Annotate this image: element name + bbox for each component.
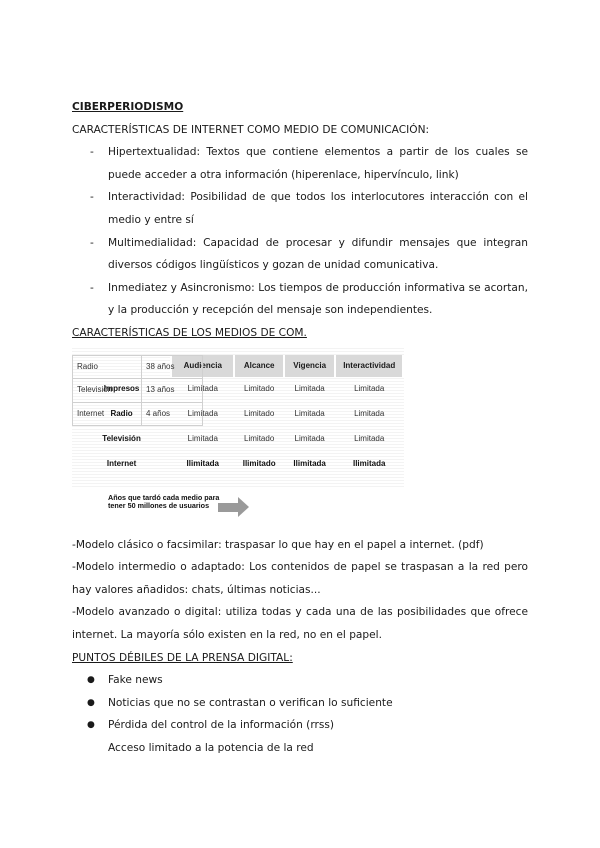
table-cell: Televisión xyxy=(73,379,142,403)
arrow-right-icon xyxy=(218,503,240,512)
table-cell: Limitada xyxy=(294,384,325,394)
row-header: Internet xyxy=(106,459,137,469)
years-label: Años que tardó cada medio para tener 50 millones de usuarios xyxy=(108,492,220,510)
arrow-head-icon xyxy=(238,497,249,517)
table-cell: Radio xyxy=(73,355,142,379)
document-page xyxy=(72,96,528,759)
table-row xyxy=(73,379,203,403)
table-row xyxy=(72,452,403,477)
column-header: Vigencia xyxy=(284,355,335,378)
column-header: Interactividad xyxy=(335,355,403,378)
weak-points-list xyxy=(72,669,528,759)
table-row xyxy=(72,427,403,452)
list-item: ● Pérdida del control de la información (rrss) xyxy=(72,714,528,737)
table-cell: 13 años xyxy=(142,379,203,403)
table-row xyxy=(73,355,203,379)
table-cell: Limitada xyxy=(187,434,218,444)
table-cell: Internet xyxy=(73,402,142,426)
model-paragraph: -Modelo clásico o facsimilar: traspasar lo que hay en el papel a internet. (pdf) xyxy=(72,538,484,551)
section-heading-media: CARACTERÍSTICAS DE LOS MEDIOS DE COM. xyxy=(72,326,307,339)
column-header: Audiencia xyxy=(171,355,234,378)
list-item: - Inmediatez y Asincronismo: Los tiempos de producción informativa se acortan, y la producción y recepción del mensaje son independientes. xyxy=(72,277,528,322)
table-cell: Limitada xyxy=(294,409,325,419)
table-row xyxy=(73,402,203,426)
years-table xyxy=(72,355,203,427)
table-cell: Limitada xyxy=(354,434,385,444)
table-cell: 4 años xyxy=(142,402,203,426)
table-cell: Limitada xyxy=(354,409,385,419)
row-header: Radio xyxy=(110,409,133,419)
section-heading-internet: CARACTERÍSTICAS DE INTERNET COMO MEDIO DE COMUNICACIÓN: xyxy=(72,123,430,136)
list-item: ● Noticias que no se contrastan o verifican lo suficiente xyxy=(72,692,528,715)
table-cell: Ilimitada xyxy=(352,459,386,469)
table-cell: Limitada xyxy=(354,384,385,394)
row-header: Impresos xyxy=(103,384,140,394)
list-item: - Hipertextualidad: Textos que contiene elementos a partir de los cuales se puede acceder a otra información (hiperenlace, hipervínculo, link) xyxy=(72,141,528,186)
list-item-extra: Acceso limitado a la potencia de la red xyxy=(108,741,314,754)
section-heading-weak-points: PUNTOS DÉBILES DE LA PRENSA DIGITAL: xyxy=(72,651,293,664)
table-cell: Limitada xyxy=(187,384,218,394)
table-cell: Ilimitada xyxy=(186,459,219,469)
model-paragraph: -Modelo intermedio o adaptado: Los contenidos de papel se traspasan a la red pero hay valores añadidos: chats, últimas noticias... xyxy=(72,561,528,596)
table-cell: Limitado xyxy=(244,434,275,444)
table-cell: Limitado xyxy=(244,384,275,394)
characteristics-list xyxy=(72,141,528,322)
table-cell: Limitada xyxy=(187,409,218,419)
media-comparison-figure xyxy=(72,347,404,530)
table-cell: Limitada xyxy=(294,434,325,444)
table-cell: Limitado xyxy=(244,409,275,419)
list-item: ● Fake news xyxy=(72,669,528,692)
table-cell: 38 años xyxy=(142,355,203,379)
model-paragraph: -Modelo avanzado o digital: utiliza todas y cada una de las posibilidades que ofrece internet. La mayoría sólo existen en la red, no en el papel. xyxy=(72,606,528,641)
document-title: CIBERPERIODISMO xyxy=(72,101,184,113)
row-header: Televisión xyxy=(102,434,141,444)
list-item: - Multimedialidad: Capacidad de procesar y difundir mensajes que integran diversos códigos lingüísticos y gozan de unidad comunicativa. xyxy=(72,232,528,277)
list-item: - Interactividad: Posibilidad de que todos los interlocutores interacción con el medio y entre sí xyxy=(72,186,528,231)
table-cell: Ilimitada xyxy=(293,459,326,469)
table-cell: Ilimitado xyxy=(242,459,276,469)
column-header: Alcance xyxy=(234,355,283,378)
